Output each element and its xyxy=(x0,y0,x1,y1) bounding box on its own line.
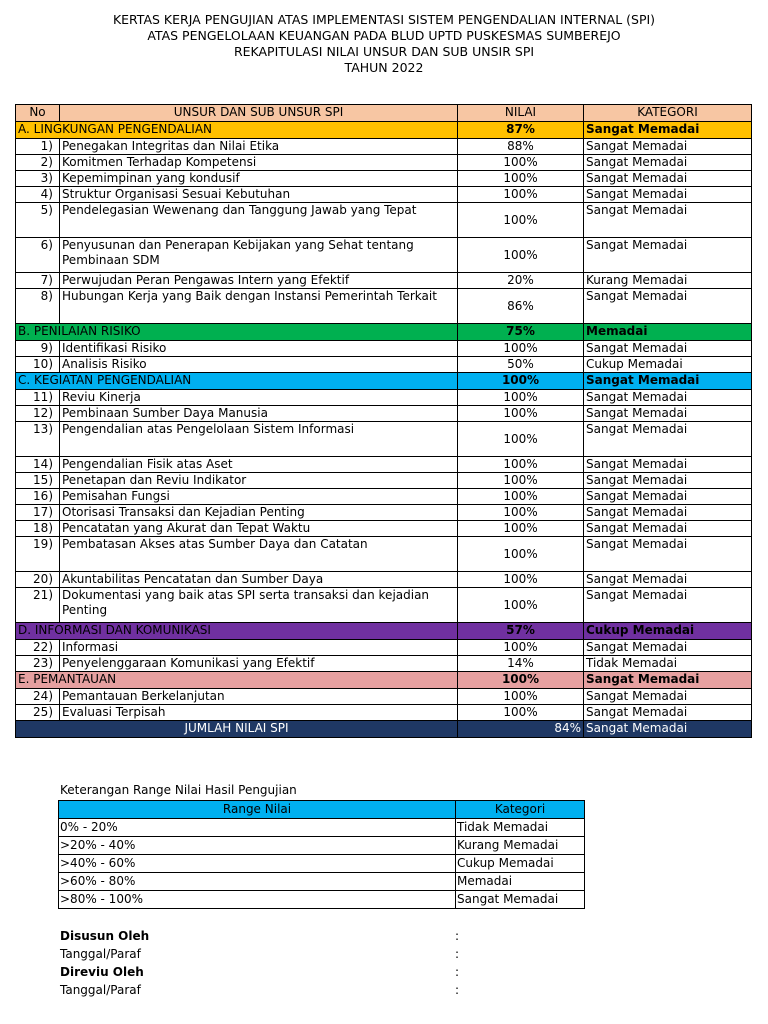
spi-recap-table xyxy=(15,104,752,738)
table-row xyxy=(16,572,752,588)
range-kategori: Memadai xyxy=(456,873,585,891)
item-nilai: 100% xyxy=(458,171,584,187)
item-kategori: Sangat Memadai xyxy=(584,457,752,473)
range-row xyxy=(59,837,585,855)
item-nilai: 100% xyxy=(458,705,584,721)
item-label: Hubungan Kerja yang Baik dengan Instansi Pemerintah Terkait xyxy=(60,289,458,324)
item-label: Identifikasi Risiko xyxy=(60,341,458,357)
item-no: 17) xyxy=(16,505,60,521)
section-label: A. LINGKUNGAN PENGENDALIAN xyxy=(16,122,458,139)
item-nilai: 100% xyxy=(458,155,584,171)
range-value: 0% - 20% xyxy=(59,819,456,837)
total-label: JUMLAH NILAI SPI xyxy=(16,721,458,738)
section-nilai: 100% xyxy=(458,373,584,390)
item-kategori: Sangat Memadai xyxy=(584,689,752,705)
range-value: >80% - 100% xyxy=(59,891,456,909)
item-kategori: Sangat Memadai xyxy=(584,588,752,623)
item-no: 8) xyxy=(16,289,60,324)
tanggal-colon-2: : xyxy=(455,983,460,997)
item-kategori: Sangat Memadai xyxy=(584,187,752,203)
item-no: 1) xyxy=(16,139,60,155)
item-kategori: Sangat Memadai xyxy=(584,289,752,324)
section-kategori: Sangat Memadai xyxy=(584,122,752,139)
range-value: >40% - 60% xyxy=(59,855,456,873)
item-no: 14) xyxy=(16,457,60,473)
table-row xyxy=(16,171,752,187)
title-line-4: TAHUN 2022 xyxy=(344,60,424,75)
total-row xyxy=(16,721,752,738)
item-kategori: Cukup Memadai xyxy=(584,357,752,373)
item-nilai: 100% xyxy=(458,406,584,422)
table-row xyxy=(16,689,752,705)
item-no: 10) xyxy=(16,357,60,373)
table-row xyxy=(16,422,752,457)
item-no: 22) xyxy=(16,640,60,656)
item-no: 3) xyxy=(16,171,60,187)
range-kategori: Kurang Memadai xyxy=(456,837,585,855)
item-no: 11) xyxy=(16,390,60,406)
header-nilai: NILAI xyxy=(458,105,584,122)
item-nilai: 100% xyxy=(458,537,584,572)
item-label: Kepemimpinan yang kondusif xyxy=(60,171,458,187)
direviu-label: Direviu Oleh xyxy=(60,965,144,979)
item-label: Pembatasan Akses atas Sumber Daya dan Catatan xyxy=(60,537,458,572)
item-no: 12) xyxy=(16,406,60,422)
item-no: 20) xyxy=(16,572,60,588)
range-row xyxy=(59,855,585,873)
item-label: Akuntabilitas Pencatatan dan Sumber Daya xyxy=(60,572,458,588)
table-row xyxy=(16,640,752,656)
section-kategori: Cukup Memadai xyxy=(584,623,752,640)
section-row xyxy=(16,672,752,689)
item-no: 19) xyxy=(16,537,60,572)
item-nilai: 100% xyxy=(458,505,584,521)
table-row xyxy=(16,521,752,537)
item-no: 25) xyxy=(16,705,60,721)
range-body xyxy=(59,819,585,909)
section-nilai: 87% xyxy=(458,122,584,139)
item-no: 5) xyxy=(16,203,60,238)
item-nilai: 86% xyxy=(458,289,584,324)
item-kategori: Kurang Memadai xyxy=(584,273,752,289)
item-nilai: 100% xyxy=(458,489,584,505)
item-kategori: Sangat Memadai xyxy=(584,537,752,572)
total-nilai: 84% xyxy=(458,721,584,738)
title-line-1: KERTAS KERJA PENGUJIAN ATAS IMPLEMENTASI SISTEM PENGENDALIAN INTERNAL (SPI) xyxy=(112,12,656,27)
table-row xyxy=(16,203,752,238)
item-nilai: 100% xyxy=(458,422,584,457)
document-header xyxy=(0,12,768,76)
section-label: C. KEGIATAN PENGENDALIAN xyxy=(16,373,458,390)
table-row xyxy=(16,505,752,521)
range-row xyxy=(59,819,585,837)
item-kategori: Sangat Memadai xyxy=(584,422,752,457)
item-label: Pemantauan Berkelanjutan xyxy=(60,689,458,705)
item-nilai: 100% xyxy=(458,521,584,537)
item-label: Evaluasi Terpisah xyxy=(60,705,458,721)
item-label: Komitmen Terhadap Kompetensi xyxy=(60,155,458,171)
section-kategori: Sangat Memadai xyxy=(584,373,752,390)
item-label: Otorisasi Transaksi dan Kejadian Penting xyxy=(60,505,458,521)
section-label: B. PENILAIAN RISIKO xyxy=(16,324,458,341)
item-nilai: 100% xyxy=(458,187,584,203)
item-no: 21) xyxy=(16,588,60,623)
item-kategori: Sangat Memadai xyxy=(584,238,752,273)
item-nilai: 100% xyxy=(458,390,584,406)
table-row xyxy=(16,537,752,572)
item-nilai: 100% xyxy=(458,473,584,489)
range-kategori: Tidak Memadai xyxy=(456,819,585,837)
item-nilai: 88% xyxy=(458,139,584,155)
header-no: No xyxy=(16,105,60,122)
section-kategori: Memadai xyxy=(584,324,752,341)
table-row xyxy=(16,656,752,672)
item-label: Pengendalian atas Pengelolaan Sistem Informasi xyxy=(60,422,458,457)
item-no: 15) xyxy=(16,473,60,489)
item-nilai: 100% xyxy=(458,572,584,588)
item-no: 9) xyxy=(16,341,60,357)
item-label: Pencatatan yang Akurat dan Tepat Waktu xyxy=(60,521,458,537)
section-row xyxy=(16,324,752,341)
title-line-3: REKAPITULASI NILAI UNSUR DAN SUB UNSIR SPI xyxy=(233,44,535,59)
table-row xyxy=(16,489,752,505)
item-kategori: Sangat Memadai xyxy=(584,505,752,521)
item-label: Dokumentasi yang baik atas SPI serta transaksi dan kejadian Penting xyxy=(60,588,458,623)
section-nilai: 75% xyxy=(458,324,584,341)
item-nilai: 100% xyxy=(458,640,584,656)
table-row xyxy=(16,341,752,357)
table-row xyxy=(16,273,752,289)
range-row xyxy=(59,891,585,909)
item-no: 7) xyxy=(16,273,60,289)
range-table xyxy=(58,800,585,909)
item-label: Perwujudan Peran Pengawas Intern yang Efektif xyxy=(60,273,458,289)
disusun-colon: : xyxy=(455,929,460,943)
table-row xyxy=(16,588,752,623)
table-row xyxy=(16,357,752,373)
item-nilai: 14% xyxy=(458,656,584,672)
table-row xyxy=(16,457,752,473)
range-kategori: Cukup Memadai xyxy=(456,855,585,873)
range-title: Keterangan Range Nilai Hasil Pengujian xyxy=(60,783,297,797)
range-value: >20% - 40% xyxy=(59,837,456,855)
item-kategori: Sangat Memadai xyxy=(584,390,752,406)
item-label: Struktur Organisasi Sesuai Kebutuhan xyxy=(60,187,458,203)
section-row xyxy=(16,623,752,640)
item-nilai: 100% xyxy=(458,689,584,705)
item-kategori: Sangat Memadai xyxy=(584,705,752,721)
range-row xyxy=(59,873,585,891)
item-no: 24) xyxy=(16,689,60,705)
table-row xyxy=(16,473,752,489)
table-header-row xyxy=(16,105,752,122)
item-nilai: 100% xyxy=(458,588,584,623)
range-header-row xyxy=(59,801,585,819)
table-row xyxy=(16,390,752,406)
range-header-kategori: Kategori xyxy=(456,801,585,819)
item-label: Pengendalian Fisik atas Aset xyxy=(60,457,458,473)
item-no: 16) xyxy=(16,489,60,505)
item-kategori: Sangat Memadai xyxy=(584,640,752,656)
section-label: D. INFORMASI DAN KOMUNIKASI xyxy=(16,623,458,640)
item-kategori: Sangat Memadai xyxy=(584,406,752,422)
item-no: 18) xyxy=(16,521,60,537)
direviu-colon: : xyxy=(455,965,460,979)
table-row xyxy=(16,139,752,155)
item-no: 6) xyxy=(16,238,60,273)
item-label: Penyelenggaraan Komunikasi yang Efektif xyxy=(60,656,458,672)
item-kategori: Sangat Memadai xyxy=(584,473,752,489)
item-kategori: Sangat Memadai xyxy=(584,521,752,537)
item-label: Reviu Kinerja xyxy=(60,390,458,406)
item-kategori: Tidak Memadai xyxy=(584,656,752,672)
range-kategori: Sangat Memadai xyxy=(456,891,585,909)
table-row xyxy=(16,705,752,721)
section-row xyxy=(16,373,752,390)
tanggal-colon-1: : xyxy=(455,947,460,961)
range-header-range: Range Nilai xyxy=(59,801,456,819)
item-nilai: 20% xyxy=(458,273,584,289)
item-label: Analisis Risiko xyxy=(60,357,458,373)
item-kategori: Sangat Memadai xyxy=(584,341,752,357)
table-row xyxy=(16,289,752,324)
item-kategori: Sangat Memadai xyxy=(584,203,752,238)
header-kategori: KATEGORI xyxy=(584,105,752,122)
item-label: Penegakan Integritas dan Nilai Etika xyxy=(60,139,458,155)
item-kategori: Sangat Memadai xyxy=(584,489,752,505)
disusun-label: Disusun Oleh xyxy=(60,929,150,943)
item-kategori: Sangat Memadai xyxy=(584,139,752,155)
item-label: Pendelegasian Wewenang dan Tanggung Jawab yang Tepat xyxy=(60,203,458,238)
header-unsur: UNSUR DAN SUB UNSUR SPI xyxy=(60,105,458,122)
item-label: Pembinaan Sumber Daya Manusia xyxy=(60,406,458,422)
item-no: 13) xyxy=(16,422,60,457)
tanggal-paraf-1: Tanggal/Paraf xyxy=(60,947,141,961)
item-label: Penetapan dan Reviu Indikator xyxy=(60,473,458,489)
item-nilai: 100% xyxy=(458,457,584,473)
table-row xyxy=(16,406,752,422)
item-nilai: 100% xyxy=(458,203,584,238)
item-no: 23) xyxy=(16,656,60,672)
table-body xyxy=(16,122,752,721)
section-nilai: 57% xyxy=(458,623,584,640)
item-label: Penyusunan dan Penerapan Kebijakan yang Sehat tentang Pembinaan SDM xyxy=(60,238,458,273)
range-value: >60% - 80% xyxy=(59,873,456,891)
table-row xyxy=(16,187,752,203)
table-row xyxy=(16,155,752,171)
item-kategori: Sangat Memadai xyxy=(584,171,752,187)
section-row xyxy=(16,122,752,139)
section-kategori: Sangat Memadai xyxy=(584,672,752,689)
item-nilai: 100% xyxy=(458,341,584,357)
section-nilai: 100% xyxy=(458,672,584,689)
title-line-2: ATAS PENGELOLAAN KEUANGAN PADA BLUD UPTD PUSKESMAS SUMBEREJO xyxy=(147,28,621,43)
table-row xyxy=(16,238,752,273)
item-label: Pemisahan Fungsi xyxy=(60,489,458,505)
item-kategori: Sangat Memadai xyxy=(584,155,752,171)
section-label: E. PEMANTAUAN xyxy=(16,672,458,689)
item-no: 2) xyxy=(16,155,60,171)
item-kategori: Sangat Memadai xyxy=(584,572,752,588)
item-no: 4) xyxy=(16,187,60,203)
item-nilai: 100% xyxy=(458,238,584,273)
tanggal-paraf-2: Tanggal/Paraf xyxy=(60,983,141,997)
total-kategori: Sangat Memadai xyxy=(584,721,752,738)
item-nilai: 50% xyxy=(458,357,584,373)
item-label: Informasi xyxy=(60,640,458,656)
